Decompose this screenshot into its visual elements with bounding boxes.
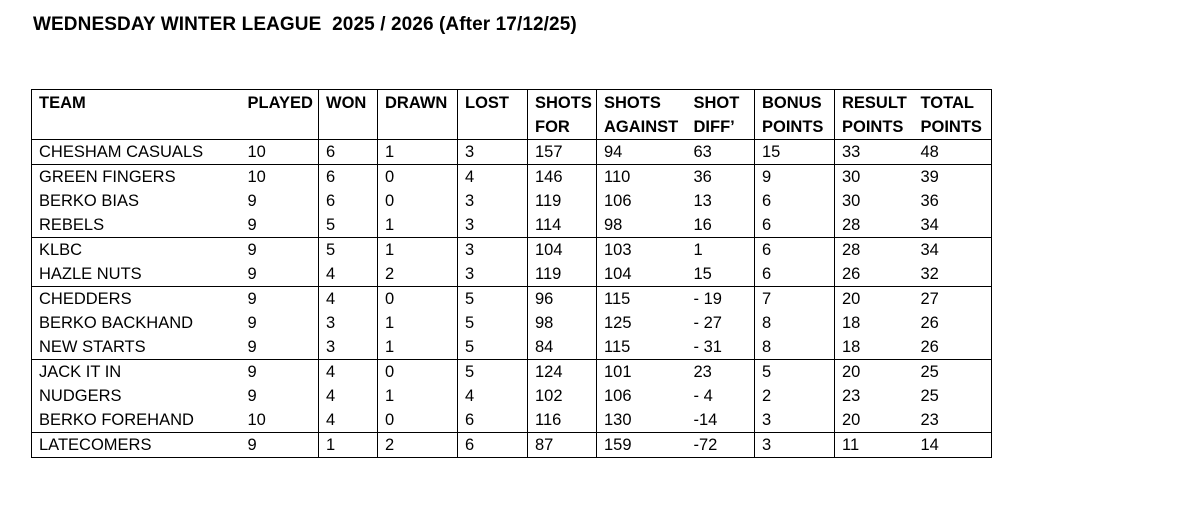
cell-won: 3 [319,311,378,335]
cell-drawn: 1 [378,384,458,408]
cell-shots-for: 98 [528,311,597,335]
cell-won: 4 [319,360,378,385]
cell-lost: 4 [458,384,528,408]
table-row [32,189,992,213]
cell-shot-diff: - 27 [687,311,755,335]
cell-drawn: 1 [378,311,458,335]
cell-total: 23 [914,408,992,433]
cell-total: 14 [914,433,992,458]
cell-shots-for: 157 [528,140,597,165]
cell-total: 39 [914,165,992,190]
cell-played: 9 [241,360,319,385]
cell-shots-against: 110 [597,165,687,190]
cell-shots-for: 104 [528,238,597,263]
cell-lost: 5 [458,287,528,312]
cell-total: 32 [914,262,992,287]
cell-drawn: 0 [378,287,458,312]
cell-shot-diff: 1 [687,238,755,263]
cell-lost: 6 [458,408,528,433]
cell-won: 4 [319,384,378,408]
header-result-points: RESULT POINTS [835,90,914,140]
cell-shots-for: 119 [528,189,597,213]
cell-bonus: 6 [755,213,835,238]
cell-team: NEW STARTS [32,335,241,360]
cell-shots-against: 106 [597,384,687,408]
table-row [32,408,992,433]
cell-played: 9 [241,287,319,312]
cell-won: 6 [319,189,378,213]
header-row [32,90,992,140]
cell-team: LATECOMERS [32,433,241,458]
cell-shots-against: 115 [597,335,687,360]
cell-result: 18 [835,311,914,335]
cell-lost: 3 [458,262,528,287]
cell-shot-diff: -14 [687,408,755,433]
cell-played: 9 [241,384,319,408]
cell-total: 36 [914,189,992,213]
cell-won: 5 [319,213,378,238]
cell-bonus: 6 [755,189,835,213]
cell-shot-diff: 13 [687,189,755,213]
cell-shots-against: 130 [597,408,687,433]
header-shot-diff: SHOT DIFF’ [687,90,755,140]
cell-total: 26 [914,335,992,360]
table-row [32,360,992,385]
cell-played: 10 [241,140,319,165]
cell-shots-for: 116 [528,408,597,433]
cell-played: 10 [241,408,319,433]
cell-result: 26 [835,262,914,287]
league-table [31,89,992,458]
cell-shots-for: 96 [528,287,597,312]
cell-lost: 3 [458,213,528,238]
cell-result: 11 [835,433,914,458]
cell-team: HAZLE NUTS [32,262,241,287]
cell-team: GREEN FINGERS [32,165,241,190]
cell-played: 9 [241,189,319,213]
cell-drawn: 2 [378,433,458,458]
cell-total: 34 [914,213,992,238]
cell-played: 10 [241,165,319,190]
table-row [32,311,992,335]
cell-played: 9 [241,311,319,335]
cell-bonus: 8 [755,311,835,335]
cell-shots-for: 146 [528,165,597,190]
cell-result: 33 [835,140,914,165]
cell-bonus: 6 [755,262,835,287]
cell-played: 9 [241,262,319,287]
cell-won: 6 [319,140,378,165]
header-drawn: DRAWN [378,90,458,140]
cell-shot-diff: 15 [687,262,755,287]
cell-bonus: 3 [755,433,835,458]
cell-shots-against: 98 [597,213,687,238]
cell-played: 9 [241,433,319,458]
cell-shot-diff: - 19 [687,287,755,312]
header-total-points: TOTAL POINTS [914,90,992,140]
cell-team: BERKO BACKHAND [32,311,241,335]
cell-result: 28 [835,213,914,238]
cell-bonus: 8 [755,335,835,360]
cell-result: 30 [835,189,914,213]
table-row [32,213,992,238]
cell-won: 4 [319,262,378,287]
cell-bonus: 7 [755,287,835,312]
header-played: PLAYED [241,90,319,140]
cell-total: 25 [914,360,992,385]
cell-won: 6 [319,165,378,190]
cell-shots-against: 115 [597,287,687,312]
cell-team: CHESHAM CASUALS [32,140,241,165]
cell-shots-for: 114 [528,213,597,238]
cell-total: 27 [914,287,992,312]
cell-team: JACK IT IN [32,360,241,385]
cell-shot-diff: 36 [687,165,755,190]
header-lost: LOST [458,90,528,140]
cell-total: 48 [914,140,992,165]
cell-shot-diff: 16 [687,213,755,238]
cell-lost: 5 [458,335,528,360]
cell-result: 28 [835,238,914,263]
cell-shot-diff: 23 [687,360,755,385]
header-bonus-points: BONUS POINTS [755,90,835,140]
cell-shots-for: 84 [528,335,597,360]
cell-played: 9 [241,335,319,360]
table-row [32,287,992,312]
cell-shots-against: 101 [597,360,687,385]
cell-lost: 5 [458,311,528,335]
cell-shot-diff: - 31 [687,335,755,360]
cell-shots-against: 103 [597,238,687,263]
cell-bonus: 9 [755,165,835,190]
cell-team: BERKO BIAS [32,189,241,213]
cell-shots-for: 87 [528,433,597,458]
cell-won: 4 [319,287,378,312]
cell-shots-for: 119 [528,262,597,287]
cell-lost: 4 [458,165,528,190]
cell-shots-for: 102 [528,384,597,408]
cell-bonus: 3 [755,408,835,433]
header-team: TEAM [32,90,241,140]
cell-result: 20 [835,287,914,312]
cell-played: 9 [241,213,319,238]
cell-drawn: 0 [378,408,458,433]
cell-drawn: 0 [378,360,458,385]
cell-drawn: 2 [378,262,458,287]
cell-bonus: 2 [755,384,835,408]
cell-won: 3 [319,335,378,360]
cell-team: REBELS [32,213,241,238]
cell-bonus: 5 [755,360,835,385]
cell-shot-diff: 63 [687,140,755,165]
cell-won: 1 [319,433,378,458]
cell-total: 34 [914,238,992,263]
cell-team: KLBC [32,238,241,263]
table-row [32,238,992,263]
cell-drawn: 1 [378,335,458,360]
cell-bonus: 6 [755,238,835,263]
cell-shots-for: 124 [528,360,597,385]
cell-shots-against: 94 [597,140,687,165]
cell-lost: 5 [458,360,528,385]
cell-lost: 6 [458,433,528,458]
cell-total: 25 [914,384,992,408]
cell-shot-diff: -72 [687,433,755,458]
cell-result: 23 [835,384,914,408]
cell-result: 20 [835,360,914,385]
cell-lost: 3 [458,189,528,213]
cell-shots-against: 125 [597,311,687,335]
cell-shots-against: 104 [597,262,687,287]
cell-won: 4 [319,408,378,433]
table-row [32,262,992,287]
cell-team: BERKO FOREHAND [32,408,241,433]
cell-result: 20 [835,408,914,433]
cell-drawn: 1 [378,140,458,165]
cell-lost: 3 [458,238,528,263]
cell-drawn: 0 [378,165,458,190]
table-row [32,384,992,408]
cell-drawn: 0 [378,189,458,213]
table-row [32,140,992,165]
cell-total: 26 [914,311,992,335]
table-row [32,335,992,360]
cell-shots-against: 106 [597,189,687,213]
cell-team: CHEDDERS [32,287,241,312]
cell-drawn: 1 [378,213,458,238]
cell-shot-diff: - 4 [687,384,755,408]
header-shots-against: SHOTS AGAINST [597,90,687,140]
cell-bonus: 15 [755,140,835,165]
table-body [32,140,992,458]
page-title: WEDNESDAY WINTER LEAGUE 2025 / 2026 (After 17/12/25) [33,14,577,35]
cell-result: 18 [835,335,914,360]
cell-won: 5 [319,238,378,263]
cell-lost: 3 [458,140,528,165]
cell-team: NUDGERS [32,384,241,408]
header-won: WON [319,90,378,140]
cell-played: 9 [241,238,319,263]
cell-result: 30 [835,165,914,190]
table-row [32,165,992,190]
cell-shots-against: 159 [597,433,687,458]
header-shots-for: SHOTS FOR [528,90,597,140]
cell-drawn: 1 [378,238,458,263]
table-row [32,433,992,458]
